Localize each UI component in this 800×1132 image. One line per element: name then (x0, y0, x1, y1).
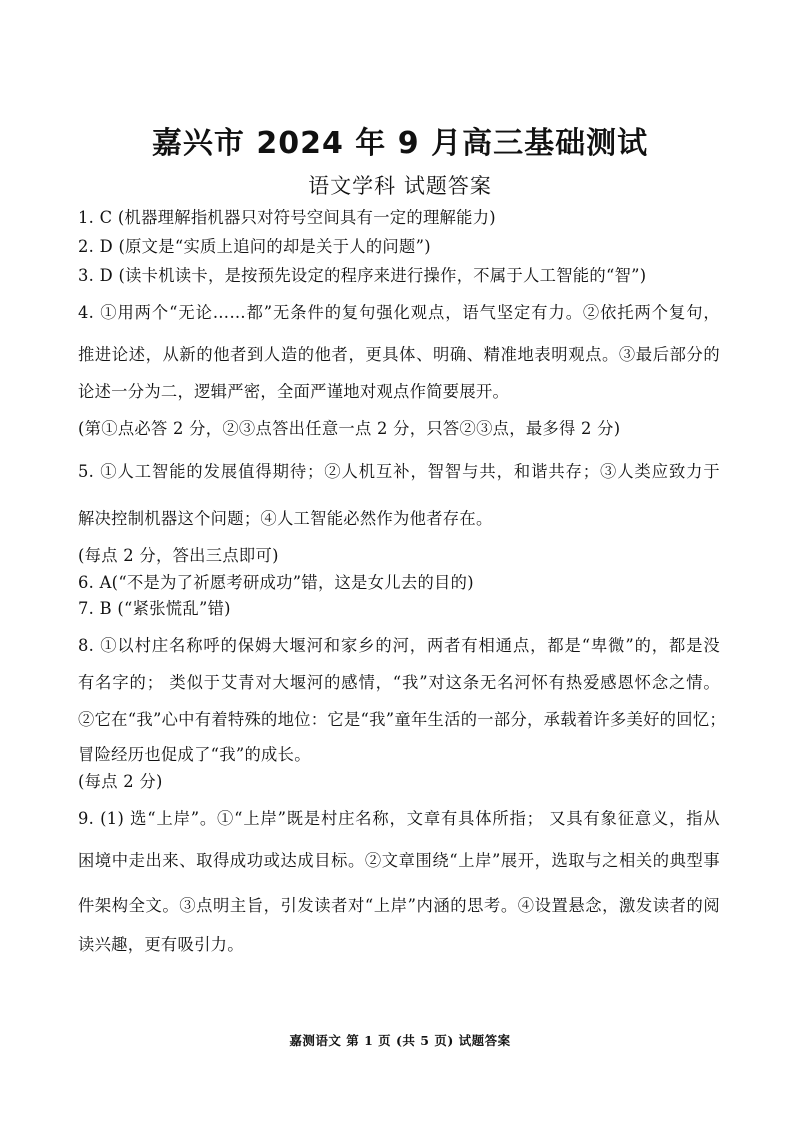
answer-line-3: 3. D (读卡机读卡，是按预先设定的程序来进行操作，不属于人工智能的“智”) (78, 266, 647, 285)
answer-line-14: 有名字的； 类似于艾青对大堰河的感情，“我”对这条无名河怀有热爱感恩怀念之情。 (78, 673, 720, 692)
answer-line-4: 4. ①用两个“无论……都”无条件的复句强化观点，语气坚定有力。②依托两个复句， (78, 303, 720, 322)
answer-line-10: (每点 2 分，答出三点即可) (78, 546, 279, 565)
answer-line-16: 冒险经历也促成了“我”的成长。 (78, 745, 311, 764)
answer-line-13: 8. ①以村庄名称呼的保姆大堰河和家乡的河，两者有相通点，都是“卑微”的，都是没 (78, 636, 720, 655)
document-title: 嘉兴市 2024 年 9 月高三基础测试 (151, 126, 649, 161)
answer-line-17: (每点 2 分) (78, 772, 163, 791)
answer-line-15: ②它在“我”心中有着特殊的地位：它是“我”童年生活的一部分，承载着许多美好的回忆； (78, 710, 727, 729)
page-footer: 嘉测语文 第 1 页 (共 5 页) 试题答案 (289, 1033, 511, 1048)
answer-line-7: (第①点必答 2 分，②③点答出任意一点 2 分，只答②③点，最多得 2 分) (78, 419, 621, 438)
answer-line-5: 推进论述，从新的他者到人造的他者，更具体、明确、精准地表明观点。③最后部分的 (78, 345, 720, 364)
answer-line-9: 解决控制机器这个问题；④人工智能必然作为他者存在。 (78, 509, 493, 528)
answer-line-11: 6. A(“不是为了祈愿考研成功”错，这是女儿去的目的) (78, 573, 474, 592)
answer-line-18: 9. (1) 选“上岸”。①“上岸”既是村庄名称，文章有具体所指； 又具有象征意义，指从 (78, 809, 720, 828)
answer-line-1: 1. C (机器理解指机器只对符号空间具有一定的理解能力) (78, 208, 496, 227)
answer-line-20: 件架构全文。③点明主旨，引发读者对“上岸”内涵的思考。④设置悬念，激发读者的阅 (78, 896, 720, 915)
answer-line-6: 论述一分为二，逻辑严密，全面严谨地对观点作简要展开。 (78, 382, 510, 401)
answer-line-8: 5. ①人工智能的发展值得期待；②人机互补，智智与共，和谐共存；③人类应致力于 (78, 462, 720, 481)
answer-line-19: 困境中走出来、取得成功或达成目标。②文章围绕“上岸”展开，选取与之相关的典型事 (78, 851, 720, 870)
document-subtitle: 语文学科 试题答案 (308, 174, 492, 198)
answer-line-12: 7. B (“紧张慌乱”错) (78, 599, 231, 618)
answer-line-21: 读兴趣，更有吸引力。 (78, 935, 244, 954)
answer-line-2: 2. D (原文是“实质上追问的却是关于人的问题”) (78, 237, 431, 256)
